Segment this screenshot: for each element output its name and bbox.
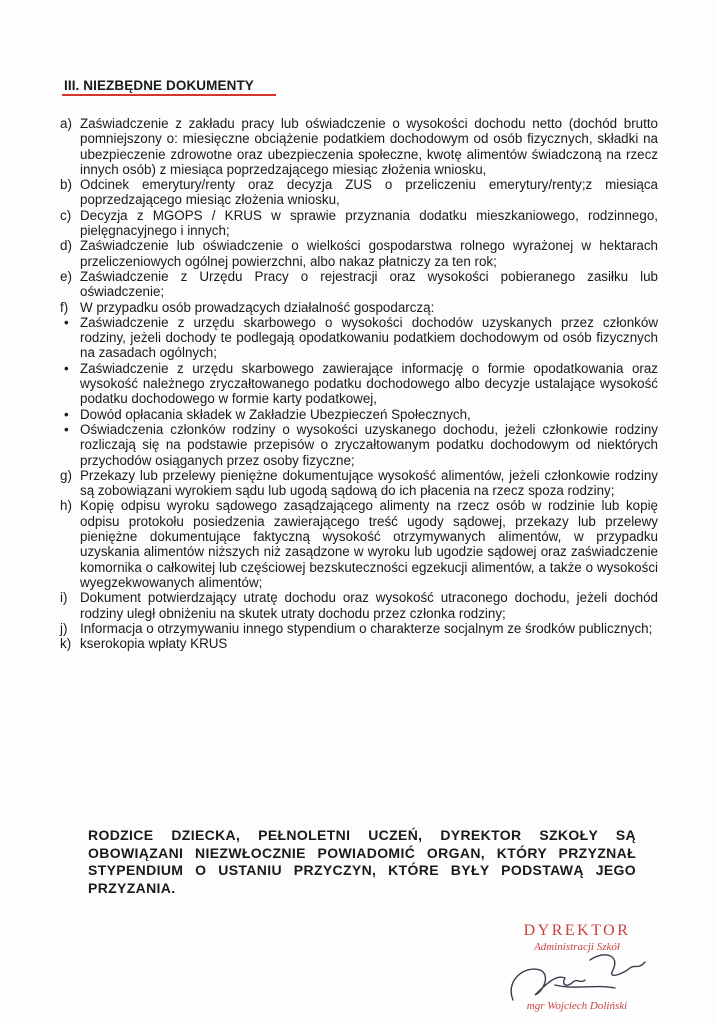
- item-marker: f): [60, 299, 69, 315]
- list-item: [60, 208, 658, 239]
- stamp-name: mgr Wojciech Doliński: [526, 1000, 628, 1012]
- bullet-item: [60, 315, 658, 361]
- bullet-item: [60, 422, 658, 468]
- item-marker: d): [60, 238, 72, 254]
- list-item: [60, 300, 658, 315]
- item-marker: k): [60, 636, 72, 652]
- item-marker: i): [60, 590, 68, 606]
- list-item: [60, 590, 658, 621]
- item-text: Zaświadczenie lub oświadczenie o wielkości gospodarstwa rolnego wyrażonej w hektarach przeliczeniowych ogólnej powierzchni, albo nakaz płatniczy za ten rok;: [80, 238, 658, 269]
- item-text: Dowód opłacania składek w Zakładzie Ubezpieczeń Społecznych,: [80, 406, 471, 422]
- list-item: [60, 636, 658, 651]
- item-text: Decyzja z MGOPS / KRUS w sprawie przyznania dodatku mieszkaniowego, rodzinnego, pielęgnacyjnego i innych;: [80, 207, 658, 239]
- notice-paragraph: RODZICE DZIECKA, PEŁNOLETNI UCZEŃ, DYREKTOR SZKOŁY SĄ OBOWIĄZANI NIEZWŁOCZNIE POWIADOMIĆ ORGAN, KTÓRY PRZYZNAŁ STYPENDIUM O USTANIU PRZYCZYN, KTÓRE BYŁY PODSTAWĄ JEGO PRZYZANIA.: [88, 827, 636, 896]
- item-marker: •: [64, 406, 69, 422]
- item-marker: j): [60, 620, 68, 636]
- item-marker: h): [60, 498, 72, 514]
- item-text: Zaświadczenie z Urzędu Pracy o rejestracji oraz wysokości pobieranego zasiłku lub oświadczenie;: [80, 268, 658, 300]
- item-marker: g): [60, 467, 72, 483]
- item-marker: b): [60, 177, 72, 193]
- item-text: Zaświadczenie z zakładu pracy lub oświadczenie o wysokości dochodu netto (dochód brutto pomniejszony o: miesięczne obciążenie podatkiem dochodowym od osób fizycznych, składki na ubezpieczenie zdrowotne oraz ubezpieczenia społeczne, kwotę alimentów świadczoną na rzecz innych osób) z miesiąca poprzedzającego miesiąc złożenia wniosku,: [80, 116, 658, 177]
- item-text: Kopię odpisu wyroku sądowego zasądzającego alimenty na rzecz osób w rodzinie lub kopię odpisu protokołu posiedzenia zawierającego treść ugody sądowej, przekazy lub przelewy pieniężne dokumentujące faktyczną wysokość otrzymywanych alimentów, w przypadku uzyskania alimentów niższych niż zasądzone w wyroku lub ugodzie sądowej oraz zaświadczenie komornika o całkowitej lub częściowej bezskuteczności egzekucji alimentów, a także o wysokości wyegzekwowanych alimentów;: [80, 498, 658, 590]
- item-text: Zaświadczenie z urzędu skarbowego zawierające informację o formie opodatkowania oraz wysokość należnego zryczałtowanego podatku dochodowego albo decyzje ustalające wysokość podatku dochodowego w formie karty podatkowej,: [80, 360, 658, 407]
- list-item: [60, 238, 658, 269]
- item-text: Zaświadczenie z urzędu skarbowego o wysokości dochodów uzyskanych przez członków rodziny, jeżeli dochody te podlegają opodatkowaniu podatkiem dochodowym od osób fizycznych na zasadach ogólnych;: [80, 314, 658, 361]
- stamp-subtitle: Administracji Szkół: [534, 941, 620, 953]
- item-text: Odcinek emerytury/renty oraz decyzja ZUS o przeliczeniu emerytury/renty;z miesiąca poprzedzającego miesiąc złożenia wniosku,: [80, 177, 658, 208]
- documents-list: [60, 116, 658, 651]
- heading-underline: [62, 94, 276, 96]
- list-item: [60, 177, 658, 208]
- item-text: Informacja o otrzymywaniu innego stypendium o charakterze socjalnym ze środków publicznych;: [80, 620, 653, 636]
- stamp-title: DYREKTOR: [523, 922, 631, 939]
- list-item: [60, 621, 658, 636]
- item-marker: •: [64, 421, 69, 437]
- list-item: [60, 468, 658, 499]
- section-heading: III. NIEZBĘDNE DOKUMENTY: [64, 78, 254, 93]
- item-marker: •: [64, 314, 69, 330]
- item-marker: •: [64, 360, 69, 376]
- item-text: Przekazy lub przelewy pieniężne dokumentujące wysokość alimentów, jeżeli członkowie rodziny są zobowiązani wyrokiem sądu lub ugodą sądową do ich płacenia na rzecz spoza rodziny;: [80, 467, 658, 499]
- item-text: Dokument potwierdzający utratę dochodu oraz wysokość utraconego dochodu, jeżeli dochód rodziny uległ obniżeniu na skutek utraty dochodu przez członka rodziny;: [80, 590, 658, 621]
- bullet-item: [60, 407, 658, 422]
- list-item: [60, 498, 658, 590]
- item-marker: e): [60, 268, 72, 284]
- item-text: Oświadczenia członków rodziny o wysokości uzyskanego dochodu, jeżeli członkowie rodziny rozliczają się na podstawie przepisów o zryczałtowanym podatku dochodowym od niektórych przychodów osiąganych przez osoby fizyczne;: [80, 421, 658, 468]
- item-text: kserokopia wpłaty KRUS: [80, 636, 228, 652]
- item-marker: a): [60, 116, 72, 131]
- bullet-item: [60, 361, 658, 407]
- list-item: [60, 269, 658, 300]
- item-text: W przypadku osób prowadzących działalność gospodarczą:: [80, 299, 435, 315]
- handwritten-signature: [495, 940, 655, 1015]
- item-marker: c): [60, 207, 72, 223]
- list-item: [60, 116, 658, 177]
